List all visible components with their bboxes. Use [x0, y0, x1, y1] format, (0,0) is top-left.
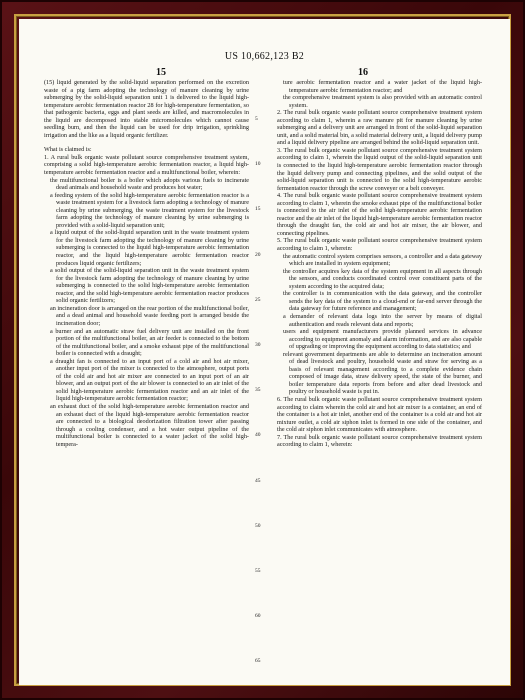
line-number: 55: [255, 568, 261, 574]
patent-page: [19, 19, 510, 685]
claim-paragraph: an incineration door is arranged on the rear portion of the multifunctional boiler, and a dead animal and household waste feeding port is arranged beside the incineration door;: [50, 304, 249, 327]
line-number: 25: [255, 296, 261, 303]
claim-paragraph: 1. A rural bulk organic waste pollutant source comprehensive treatment system, comprising a solid high-temperature aerobic fermentation reactor, a liquid high-temperature aerobic fermentation reactor and a multifunctional boiler, wherein:: [44, 153, 249, 177]
claim-paragraph: the automatic control system comprises sensors, a controller and a data gateway which are installed in system equipment;: [283, 252, 482, 268]
line-number: 10: [255, 161, 261, 168]
claim-paragraph: 2. The rural bulk organic waste pollutant source comprehensive treatment system according to claim 1, wherein a raw manure pit for manure cleaning by urine submerging and a delivery unit are arranged in front of the solid-liquid separation unit, and a solid material bin, a solid material delivery unit, a liquid delivery pump and a liquid delivery pipeline are arranged behind the solid-liquid separation unit.: [277, 109, 482, 147]
claim-paragraph: 7. The rural bulk organic waste pollutant source comprehensive treatment system according to claim 1, wherein:: [277, 433, 482, 449]
line-number: 65: [255, 658, 261, 665]
line-number: 20: [255, 251, 261, 258]
line-number: 50: [255, 522, 261, 529]
claim-paragraph: the comprehensive treatment system is also provided with an automatic control system.: [283, 94, 482, 109]
claim-paragraph: ture aerobic fermentation reactor and a water jacket of the liquid high-temperature aerobic fermentation reactor; and: [283, 79, 482, 94]
claim-paragraph: a burner and an automatic straw fuel delivery unit are installed on the front portion of the multifunctional boiler, an air feeder is connected to the bottom of the multifunctional boiler, and a smoke exhaust pipe of the multifunctional boiler is connected with a draught;: [50, 327, 249, 358]
claim-paragraph: 3. The rural bulk organic waste pollutant source comprehensive treatment system according to claim 1, wherein the liquid output of the solid-liquid separation unit is connected to the liquid high-temperature aerobic fermentation reactor through the liquid delivery pump and connecting pipelines, and the solid output of the solid-liquid separation unit is connected to the solid high-temperature aerobic fermentation reactor through the screw conveyer or a belt conveyer.: [277, 146, 482, 192]
claim-paragraph: What is claimed is:: [44, 146, 92, 154]
claim-paragraph: an exhaust duct of the solid high-temperature aerobic fermentation reactor and an exhaust duct of the liquid high-temperature aerobic fermentation reactor are connected to a biological deodorization filtration tower after passing through a cooling condenser, and a hot water output pipeline of the multifunctional boiler is connected to a water jacket of the solid high-tempera-: [50, 402, 249, 448]
claim-paragraph: a liquid output of the solid-liquid separation unit in the waste treatment system for the livestock farm adopting the technology of manure cleaning by urine submerging is connected to the liquid high-temperature aerobic fermentation reactor, and the liquid high-temperature aerobic fermentation reactor produces liquid organic fertilizers;: [50, 229, 249, 267]
claim-paragraph: (15) liquid generated by the solid-liquid separation performed on the excretion waste of a pig farm adopting the technology of manure cleaning by urine submerging by the solid-liquid separation unit 1 is delivered to the liquid high-temperature aerobic fermentation reactor 28 for high-temperature fermentation, so that pathogenic bacteria, eggs and plant seeds are killed, and macromolecules in the liquid are decomposed into stable micromolecules which cannot cause seedling burn, and then the liquid can be used for drip irrigation, sprinkling irrigation and the like as a liquid organic fertilizer.: [44, 79, 249, 139]
line-number: 45: [255, 477, 261, 484]
paragraph-gap: [44, 139, 249, 146]
claim-paragraph: a solid output of the solid-liquid separation unit in the waste treatment system for the livestock farm adopting the technology of manure cleaning by urine submerging is connected to the solid high-temperature aerobic fermentation reactor, and the solid high-temperature aerobic fermentation reactor produces solid organic fertilizers;: [50, 267, 249, 305]
right-text-column: [277, 79, 482, 449]
line-number: 15: [255, 206, 261, 213]
claim-paragraph: users and equipment manufacturers provide planned services in advance according to equipment anomaly and alarm information, and are also capable of upgrading or improving the equipment according to data statistics; and: [283, 328, 482, 351]
claim-paragraph: the controller acquires key data of the system equipment in all aspects through the sensors, and conducts coordinated control over constituent parts of the system according to the acquired data;: [283, 267, 482, 290]
left-text-column: [44, 79, 249, 448]
patent-number-header: US 10,662,123 B2: [224, 51, 305, 62]
right-column-number: 16: [358, 67, 368, 78]
claim-paragraph: a demander of relevant data logs into the server by means of digital authentication and reads relevant data and reports;: [283, 312, 482, 328]
claim-paragraph: a feeding system of the solid high-temperature aerobic fermentation reactor is a waste treatment system for a livestock farm adopting a technology of manure cleaning by urine submerging, the waste treatment system for the livestock farm adopting the technology of manure cleaning by urine submerging is provided with a solid-liquid separation unit;: [50, 191, 249, 229]
claim-paragraph: 5. The rural bulk organic waste pollutant source comprehensive treatment system according to claim 1, wherein:: [277, 237, 482, 253]
left-column-number: 15: [156, 67, 166, 78]
line-number: 5: [255, 116, 258, 122]
line-number: 60: [255, 613, 261, 620]
claim-paragraph: a draught fan is connected to an input port of a cold air and hot air mixer, another input port of the mixer is connected to the atmosphere, output ports of the cold air and hot air mixer are connected to an input port of an air blower, and an output port of the air blower is connected to an air inlet of the solid high-temperature aerobic fermentation reactor and an air inlet of the liquid high-temperature aerobic fermentation reactor;: [50, 357, 249, 403]
claim-paragraph: 4. The rural bulk organic waste pollutant source comprehensive treatment system according to claim 1, wherein the smoke exhaust pipe of the multifunctional boiler is connected to the air inlet of the solid high-temperature aerobic fermentation reactor and the air inlet of the liquid high-temperature aerobic fermentation reactor through the draught fan, the cold air and hot air mixer, the air blower, and connecting pipelines.: [277, 192, 482, 237]
claim-paragraph: the multifunctional boiler is a boiler which adopts various fuels to incinerate dead animals and household waste and produces hot water;: [50, 176, 249, 192]
claim-paragraph: the controller is in communication with the data gateway, and the controller sends the key data of the system to a cloud-end or far-end server through the data gateway for future reference and management;: [283, 290, 482, 313]
line-number: 40: [255, 432, 261, 439]
line-number: 30: [255, 342, 261, 348]
claim-paragraph: relevant government departments are able to determine an incineration amount of dead livestock and poultry, household waste and straw for serving as a basis of relevant management according to a complete evidence chain composed of image data, straw delivery speed, the state of the burner, and boiler temperature data reports from before and after dead livestock and poultry or household waste is put in.: [283, 350, 482, 396]
line-number: 35: [255, 387, 261, 394]
claim-paragraph: 6. The rural bulk organic waste pollutant source comprehensive treatment system according to claim wherein the cold air and hot air mixer is a container, an end of the container is a hot air inlet, another end of the container is a cold air and hot air mixture outlet, a cold air siphon inlet is formed in one side of the container, and the cold air siphon inlet communicates with atmosphere.: [277, 395, 482, 434]
